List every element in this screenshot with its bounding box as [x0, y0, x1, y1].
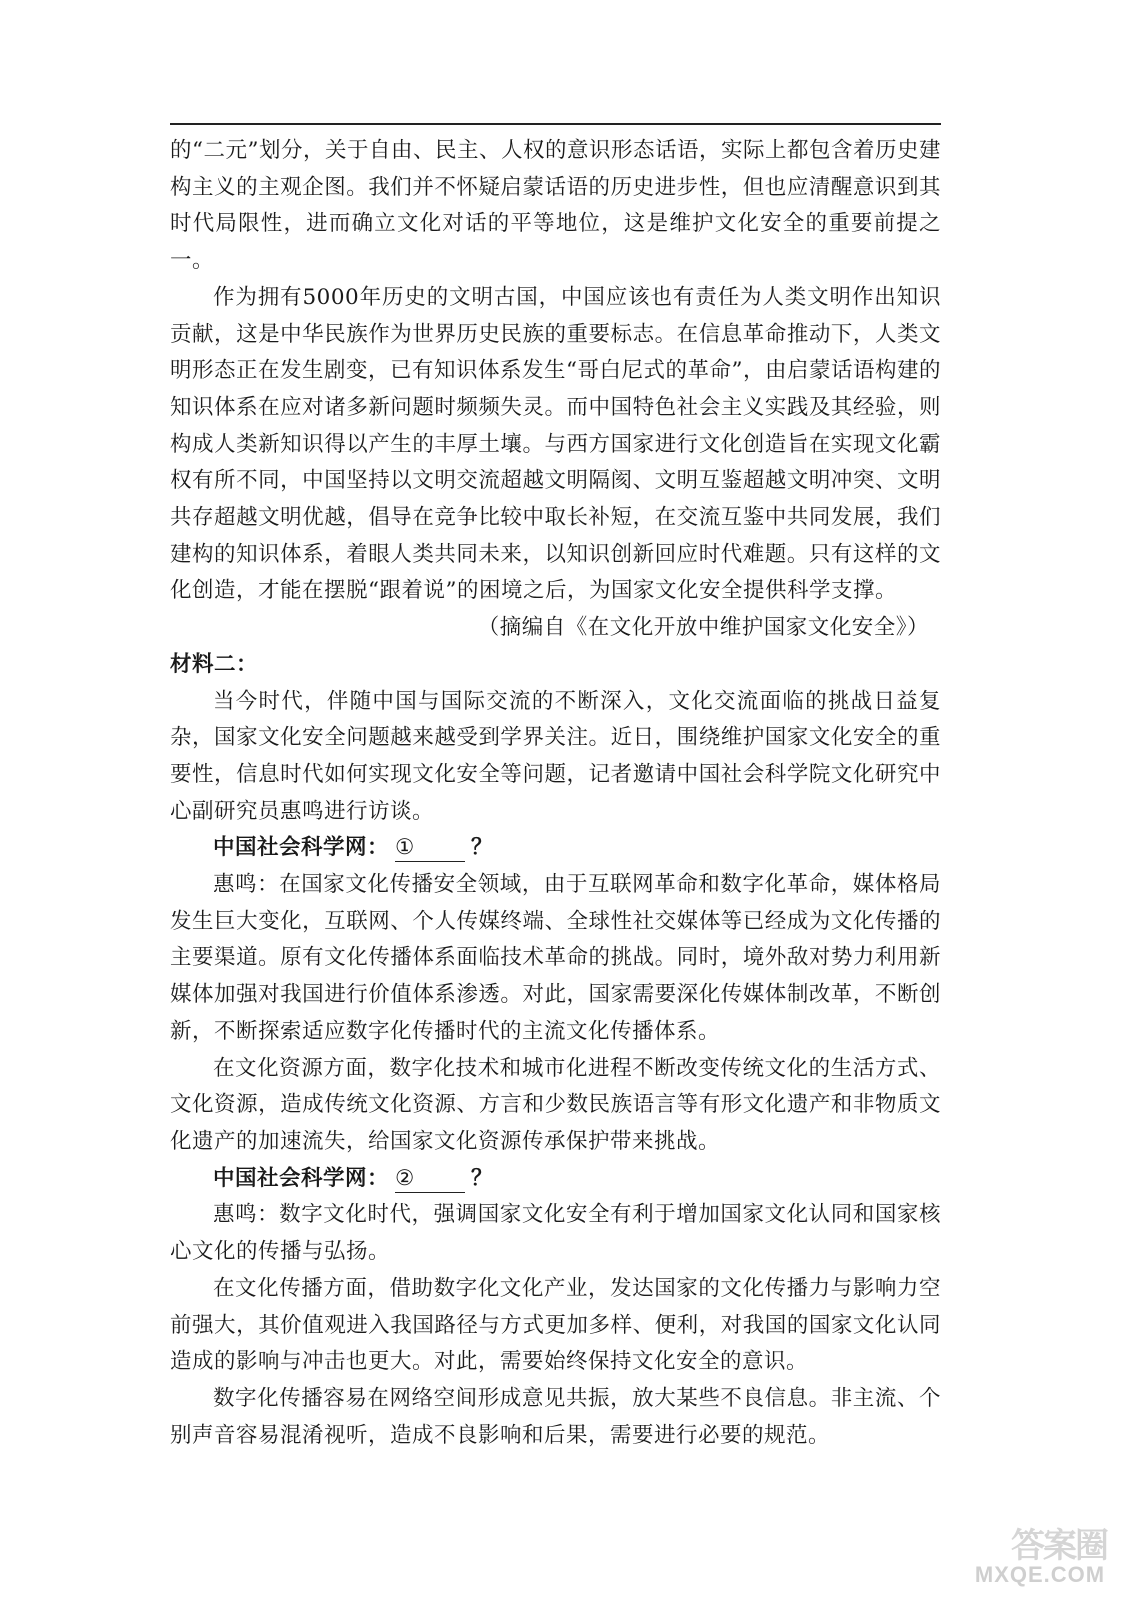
- source-citation: （摘编自《在文化开放中维护国家文化安全》）: [477, 615, 929, 641]
- document-body: [170, 133, 941, 1454]
- interviewer-label: 中国社会科学网：: [213, 1165, 390, 1191]
- answer-one-resources: 在文化资源方面，数字化技术和城市化进程不断改变传统文化的生活方式、文化资源，造成传统文化资源、方言和少数民族语言等有形文化遗产和非物质文化遗产的加速流失，给国家文化资源传承保护带来挑战。: [170, 1055, 941, 1154]
- paragraph-civilization: 作为拥有5000年历史的文明古国，中国应该也有责任为人类文明作出知识贡献，这是中华民族作为世界历史民族的重要标志。在信息革命推动下，人类文明形态正在发生剧变，已有知识体系发生“哥白尼式的革命”，由启蒙话语构建的知识体系在应对诸多新问题时频频失灵。而中国特色社会主义实践及其经验，则构成人类新知识得以产生的丰厚土壤。与西方国家进行文化创造旨在实现文化霸权有所不同，中国坚持以文明交流超越文明隔阂、文明互鉴超越文明冲突、文明共存超越文明优越，倡导在竞争比较中取长补短，在交流互鉴中共同发展，我们建构的知识体系，着眼人类共同未来，以知识创新回应时代难题。只有这样的文化创造，才能在摆脱“跟着说”的困境之后，为国家文化安全提供科学支撑。: [170, 284, 941, 604]
- watermark-domain: MXQE.COM: [974, 1562, 1106, 1587]
- watermark-logo: 答案圈: [1011, 1526, 1107, 1566]
- question-one: [170, 830, 941, 867]
- top-rule: [170, 123, 941, 125]
- answer-two-paragraph: 惠鸣：数字文化时代，强调国家文化安全有利于增加国家文化认同和国家核心文化的传播与弘扬。: [170, 1202, 941, 1265]
- paragraph-interview-intro: 当今时代，伴随中国与国际交流的不断深入，文化交流面临的挑战日益复杂，国家文化安全问题越来越受到学界关注。近日，围绕维护国家文化安全的重要性，信息时代如何实现文化安全等问题，记者邀请中国社会科学院文化研究中心副研究员惠鸣进行访谈。: [170, 688, 941, 824]
- question-mark: ？: [471, 1165, 494, 1191]
- interviewer-label: 中国社会科学网：: [213, 835, 390, 861]
- answer-one-paragraph: 惠鸣：在国家文化传播安全领域，由于互联网革命和数字化革命，媒体格局发生巨大变化，互联网、个人传媒终端、全球性社交媒体等已经成为文化传播的主要渠道。原有文化传播体系面临技术革命的挑战。同时，境外敌对势力利用新媒体加强对我国进行价值体系渗透。对此，国家需要深化传媒体制改革，不断创新，不断探索适应数字化传播时代的主流文化传播体系。: [170, 872, 941, 1044]
- paragraph-continuation: 的“二元”划分，关于自由、民主、人权的意识形态话语，实际上都包含着历史建构主义的主观企图。我们并不怀疑启蒙话语的历史进步性，但也应清醒意识到其时代局限性，进而确立文化对话的平等地位，这是维护文化安全的重要前提之一。: [170, 138, 941, 274]
- blank-one: ①: [395, 835, 465, 862]
- question-mark: ？: [471, 835, 494, 861]
- watermark: [965, 1518, 1115, 1588]
- answer-two-digital: 数字化传播容易在网络空间形成意见共振，放大某些不良信息。非主流、个别声音容易混淆视听，造成不良影响和后果，需要进行必要的规范。: [170, 1385, 941, 1448]
- blank-two: ②: [395, 1166, 465, 1193]
- question-two: [170, 1161, 941, 1198]
- answer-two-dissemination: 在文化传播方面，借助数字化文化产业，发达国家的文化传播力与影响力空前强大，其价值观进入我国路径与方式更加多样、便利，对我国的国家文化认同造成的影响与冲击也更大。对此，需要始终保持文化安全的意识。: [170, 1275, 941, 1375]
- material-two-heading: 材料二：: [170, 651, 259, 677]
